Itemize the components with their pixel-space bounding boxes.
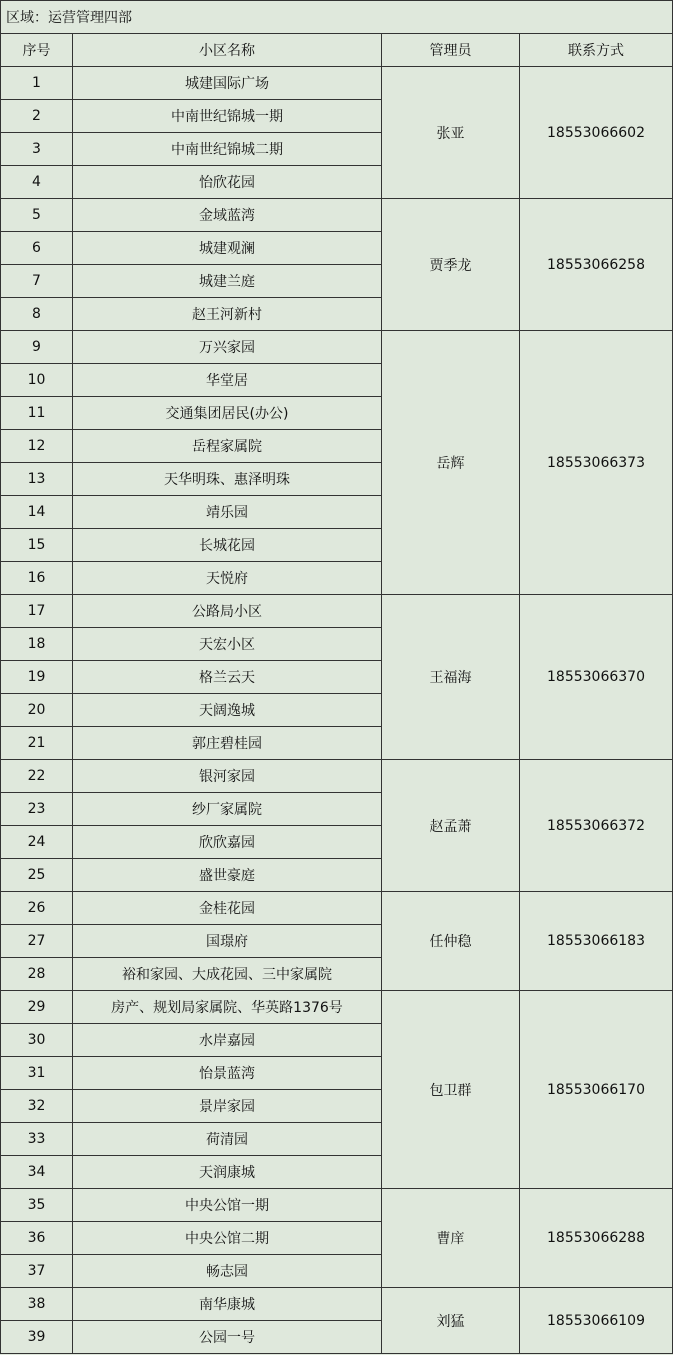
row-number: 34 <box>1 1156 73 1189</box>
community-name: 欣欣嘉园 <box>73 826 382 859</box>
table-row <box>1 1189 673 1222</box>
community-name: 国璟府 <box>73 925 382 958</box>
manager-name: 刘猛 <box>382 1288 520 1354</box>
community-name: 格兰云天 <box>73 661 382 694</box>
manager-phone: 18553066258 <box>520 199 673 331</box>
community-name: 纱厂家属院 <box>73 793 382 826</box>
row-number: 27 <box>1 925 73 958</box>
row-number: 12 <box>1 430 73 463</box>
community-name: 华堂居 <box>73 364 382 397</box>
row-number: 1 <box>1 67 73 100</box>
community-name: 怡欣花园 <box>73 166 382 199</box>
community-name: 水岸嘉园 <box>73 1024 382 1057</box>
community-name: 公路局小区 <box>73 595 382 628</box>
community-name: 中南世纪锦城二期 <box>73 133 382 166</box>
table-row <box>1 760 673 793</box>
community-name: 长城花园 <box>73 529 382 562</box>
community-name: 房产、规划局家属院、华英路1376号 <box>73 991 382 1024</box>
row-number: 23 <box>1 793 73 826</box>
manager-phone: 18553066370 <box>520 595 673 760</box>
manager-name: 张亚 <box>382 67 520 199</box>
row-number: 39 <box>1 1321 73 1354</box>
row-number: 32 <box>1 1090 73 1123</box>
table-body <box>1 1 673 1354</box>
community-name: 畅志园 <box>73 1255 382 1288</box>
community-name: 中央公馆一期 <box>73 1189 382 1222</box>
manager-phone: 18553066170 <box>520 991 673 1189</box>
row-number: 29 <box>1 991 73 1024</box>
manager-name: 贾季龙 <box>382 199 520 331</box>
table-row <box>1 892 673 925</box>
row-number: 35 <box>1 1189 73 1222</box>
row-number: 37 <box>1 1255 73 1288</box>
row-number: 5 <box>1 199 73 232</box>
row-number: 17 <box>1 595 73 628</box>
manager-phone: 18553066288 <box>520 1189 673 1288</box>
table-row <box>1 991 673 1024</box>
community-name: 中央公馆二期 <box>73 1222 382 1255</box>
community-name: 城建国际广场 <box>73 67 382 100</box>
table-header-row <box>1 34 673 67</box>
region-title: 区域：运营管理四部 <box>1 1 673 34</box>
community-name: 天华明珠、惠泽明珠 <box>73 463 382 496</box>
community-name: 荷清园 <box>73 1123 382 1156</box>
row-number: 19 <box>1 661 73 694</box>
community-name: 裕和家园、大成花园、三中家属院 <box>73 958 382 991</box>
header-community-name: 小区名称 <box>73 34 382 67</box>
community-name: 天润康城 <box>73 1156 382 1189</box>
row-number: 2 <box>1 100 73 133</box>
row-number: 6 <box>1 232 73 265</box>
row-number: 38 <box>1 1288 73 1321</box>
community-name: 天宏小区 <box>73 628 382 661</box>
community-name: 金域蓝湾 <box>73 199 382 232</box>
row-number: 33 <box>1 1123 73 1156</box>
table-row <box>1 595 673 628</box>
community-name: 万兴家园 <box>73 331 382 364</box>
row-number: 9 <box>1 331 73 364</box>
manager-phone: 18553066373 <box>520 331 673 595</box>
row-number: 24 <box>1 826 73 859</box>
community-name: 天悦府 <box>73 562 382 595</box>
community-name: 中南世纪锦城一期 <box>73 100 382 133</box>
row-number: 11 <box>1 397 73 430</box>
community-name: 城建观澜 <box>73 232 382 265</box>
row-number: 30 <box>1 1024 73 1057</box>
table-row <box>1 331 673 364</box>
table-row <box>1 1288 673 1321</box>
row-number: 31 <box>1 1057 73 1090</box>
community-name: 南华康城 <box>73 1288 382 1321</box>
row-number: 3 <box>1 133 73 166</box>
row-number: 10 <box>1 364 73 397</box>
manager-name: 任仲稳 <box>382 892 520 991</box>
community-name: 景岸家园 <box>73 1090 382 1123</box>
community-name: 赵王河新村 <box>73 298 382 331</box>
community-name: 盛世豪庭 <box>73 859 382 892</box>
table-title-row <box>1 1 673 34</box>
community-name: 城建兰庭 <box>73 265 382 298</box>
row-number: 20 <box>1 694 73 727</box>
row-number: 22 <box>1 760 73 793</box>
community-name: 金桂花园 <box>73 892 382 925</box>
row-number: 8 <box>1 298 73 331</box>
row-number: 18 <box>1 628 73 661</box>
row-number: 28 <box>1 958 73 991</box>
table-row <box>1 67 673 100</box>
manager-name: 包卫群 <box>382 991 520 1189</box>
community-name: 公园一号 <box>73 1321 382 1354</box>
table-row <box>1 199 673 232</box>
community-name: 岳程家属院 <box>73 430 382 463</box>
community-name: 交通集团居民(办公) <box>73 397 382 430</box>
manager-phone: 18553066109 <box>520 1288 673 1354</box>
community-name: 郭庄碧桂园 <box>73 727 382 760</box>
manager-name: 王福海 <box>382 595 520 760</box>
community-name: 天阔逸城 <box>73 694 382 727</box>
manager-phone: 18553066372 <box>520 760 673 892</box>
row-number: 16 <box>1 562 73 595</box>
community-name: 怡景蓝湾 <box>73 1057 382 1090</box>
header-contact: 联系方式 <box>520 34 673 67</box>
community-name: 银河家园 <box>73 760 382 793</box>
manager-name: 曹庠 <box>382 1189 520 1288</box>
community-name: 靖乐园 <box>73 496 382 529</box>
header-no: 序号 <box>1 34 73 67</box>
row-number: 7 <box>1 265 73 298</box>
row-number: 36 <box>1 1222 73 1255</box>
manager-name: 岳辉 <box>382 331 520 595</box>
manager-phone: 18553066602 <box>520 67 673 199</box>
header-manager: 管理员 <box>382 34 520 67</box>
manager-name: 赵孟萧 <box>382 760 520 892</box>
row-number: 25 <box>1 859 73 892</box>
manager-phone: 18553066183 <box>520 892 673 991</box>
row-number: 13 <box>1 463 73 496</box>
row-number: 21 <box>1 727 73 760</box>
row-number: 14 <box>1 496 73 529</box>
row-number: 15 <box>1 529 73 562</box>
row-number: 26 <box>1 892 73 925</box>
row-number: 4 <box>1 166 73 199</box>
